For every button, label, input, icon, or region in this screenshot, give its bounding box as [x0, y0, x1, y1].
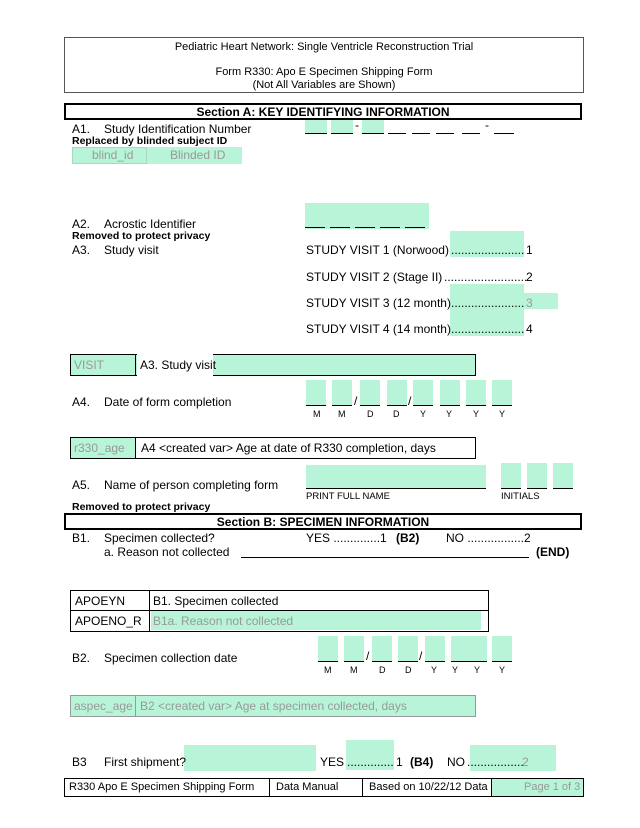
b3-no-option[interactable]: NO: [447, 755, 465, 769]
initials-caption: INITIALS: [501, 491, 540, 502]
form-header: [64, 37, 584, 93]
footer-manual: Data Manual: [276, 781, 339, 793]
a2-note: Removed to protect privacy: [72, 230, 211, 242]
a1-digit-box[interactable]: [331, 120, 353, 134]
age-var-desc: A4 <created var> Age at date of R330 completion, days: [141, 441, 436, 455]
header-line2: Form R330: Apo E Specimen Shipping Form: [215, 66, 433, 78]
a1-digit-box[interactable]: [305, 120, 327, 134]
b3-number: B3: [72, 755, 87, 769]
date-box-d2[interactable]: [387, 380, 407, 406]
visit-code-1: 1: [526, 243, 533, 257]
header-line1: Pediatric Heart Network: Single Ventricle Reconstruction Trial: [174, 41, 474, 53]
visit-var-name: VISIT: [74, 358, 105, 372]
visit-option-2[interactable]: STUDY VISIT 2 (Stage II): [306, 270, 443, 284]
a3-label: Study visit: [104, 243, 159, 257]
b1-number: B1.: [72, 531, 91, 545]
initial-box-3[interactable]: [553, 463, 573, 489]
b2-date-box-m2[interactable]: [344, 636, 364, 662]
footer-based: Based on 10/22/12 Data: [369, 781, 488, 793]
b2-date-box-d2[interactable]: [398, 636, 418, 662]
a4-label: Date of form completion: [104, 395, 232, 409]
a5-number: A5.: [72, 478, 91, 492]
b3-yes-code: 1: [396, 755, 403, 769]
var-table-row1-desc: B1. Specimen collected: [153, 594, 279, 608]
initial-box-1[interactable]: [501, 463, 521, 489]
date-box-m1[interactable]: [306, 380, 326, 406]
a5-label: Name of person completing form: [104, 478, 279, 492]
var-table-row2-var: APOENO_R: [75, 614, 142, 628]
a2-label: Acrostic Identifier: [104, 217, 197, 231]
blind-id-var: blind_id: [92, 148, 134, 162]
b2-date-box-m1[interactable]: [318, 636, 338, 662]
visit-var-desc: A3. Study visit: [140, 358, 217, 372]
visit-option-1[interactable]: STUDY VISIT 1 (Norwood): [306, 243, 449, 257]
b3-label: First shipment?: [104, 755, 187, 769]
header-line3: (Not All Variables are Shown): [252, 79, 396, 91]
a1-digit-box[interactable]: [362, 120, 384, 134]
var-table-row2-desc: B1a. Reason not collected: [153, 614, 294, 628]
section-b-title: Section B: SPECIMEN INFORMATION: [64, 513, 582, 530]
print-name-caption: PRINT FULL NAME: [306, 491, 390, 502]
visit-code-2: 2: [526, 270, 533, 284]
b2-date-box-y4[interactable]: [492, 636, 512, 662]
b2-date-box-d1[interactable]: [372, 636, 392, 662]
b2-number: B2.: [72, 651, 91, 665]
b3-yes-option[interactable]: YES: [320, 755, 345, 769]
b1a-label: a. Reason not collected: [104, 545, 230, 559]
initial-box-2[interactable]: [527, 463, 547, 489]
visit-option-3[interactable]: STUDY VISIT 3 (12 month): [306, 296, 451, 310]
b3-no-code: 2: [522, 755, 529, 769]
b1-yes-skip: (B2): [396, 531, 420, 545]
blind-id-desc: Blinded ID: [170, 148, 226, 162]
a5-note: Removed to protect privacy: [72, 501, 211, 513]
var-table-row1-var: APOEYN: [75, 594, 126, 608]
date-box-y1[interactable]: [413, 380, 433, 406]
b1-no-option[interactable]: NO .................2: [446, 531, 531, 545]
a2-number: A2.: [72, 217, 91, 231]
aspec-var-desc: B2 <created var> Age at specimen collected, days: [140, 699, 407, 713]
b1-label: Specimen collected?: [104, 531, 215, 545]
b3-yes-skip: (B4): [410, 755, 434, 769]
end-marker: (END): [536, 545, 570, 559]
footer-page: Page 1 of 3: [524, 781, 581, 793]
b1a-reason-field[interactable]: [241, 557, 529, 558]
visit-code-4: 4: [526, 322, 533, 336]
date-box-y2[interactable]: [440, 380, 460, 406]
visit-code-3: 3: [526, 296, 533, 310]
b2-date-box-y1[interactable]: [425, 636, 445, 662]
a1-note: Replaced by blinded subject ID: [72, 135, 228, 147]
age-var-name: r330_age: [74, 441, 125, 455]
date-box-m2[interactable]: [332, 380, 352, 406]
date-box-d1[interactable]: [360, 380, 380, 406]
a4-number: A4.: [72, 395, 91, 409]
a1-label: Study Identification Number: [104, 122, 252, 136]
visit-option-4[interactable]: STUDY VISIT 4 (14 month): [306, 322, 451, 336]
aspec-var-name: aspec_age: [74, 699, 133, 713]
a3-number: A3.: [72, 243, 91, 257]
b2-label: Specimen collection date: [104, 651, 238, 665]
footer-form: R330 Apo E Specimen Shipping Form: [69, 781, 255, 793]
b2-date-box-y3[interactable]: [467, 636, 487, 662]
b1-yes-option[interactable]: YES ..............1: [306, 531, 387, 545]
date-box-y4[interactable]: [492, 380, 512, 406]
section-a-title: Section A: KEY IDENTIFYING INFORMATION: [64, 103, 582, 120]
a1-number: A1.: [72, 122, 91, 136]
date-box-y3[interactable]: [466, 380, 486, 406]
b3-highlight: [184, 745, 316, 771]
acrostic-field[interactable]: [305, 203, 429, 229]
print-name-field[interactable]: [306, 465, 486, 489]
